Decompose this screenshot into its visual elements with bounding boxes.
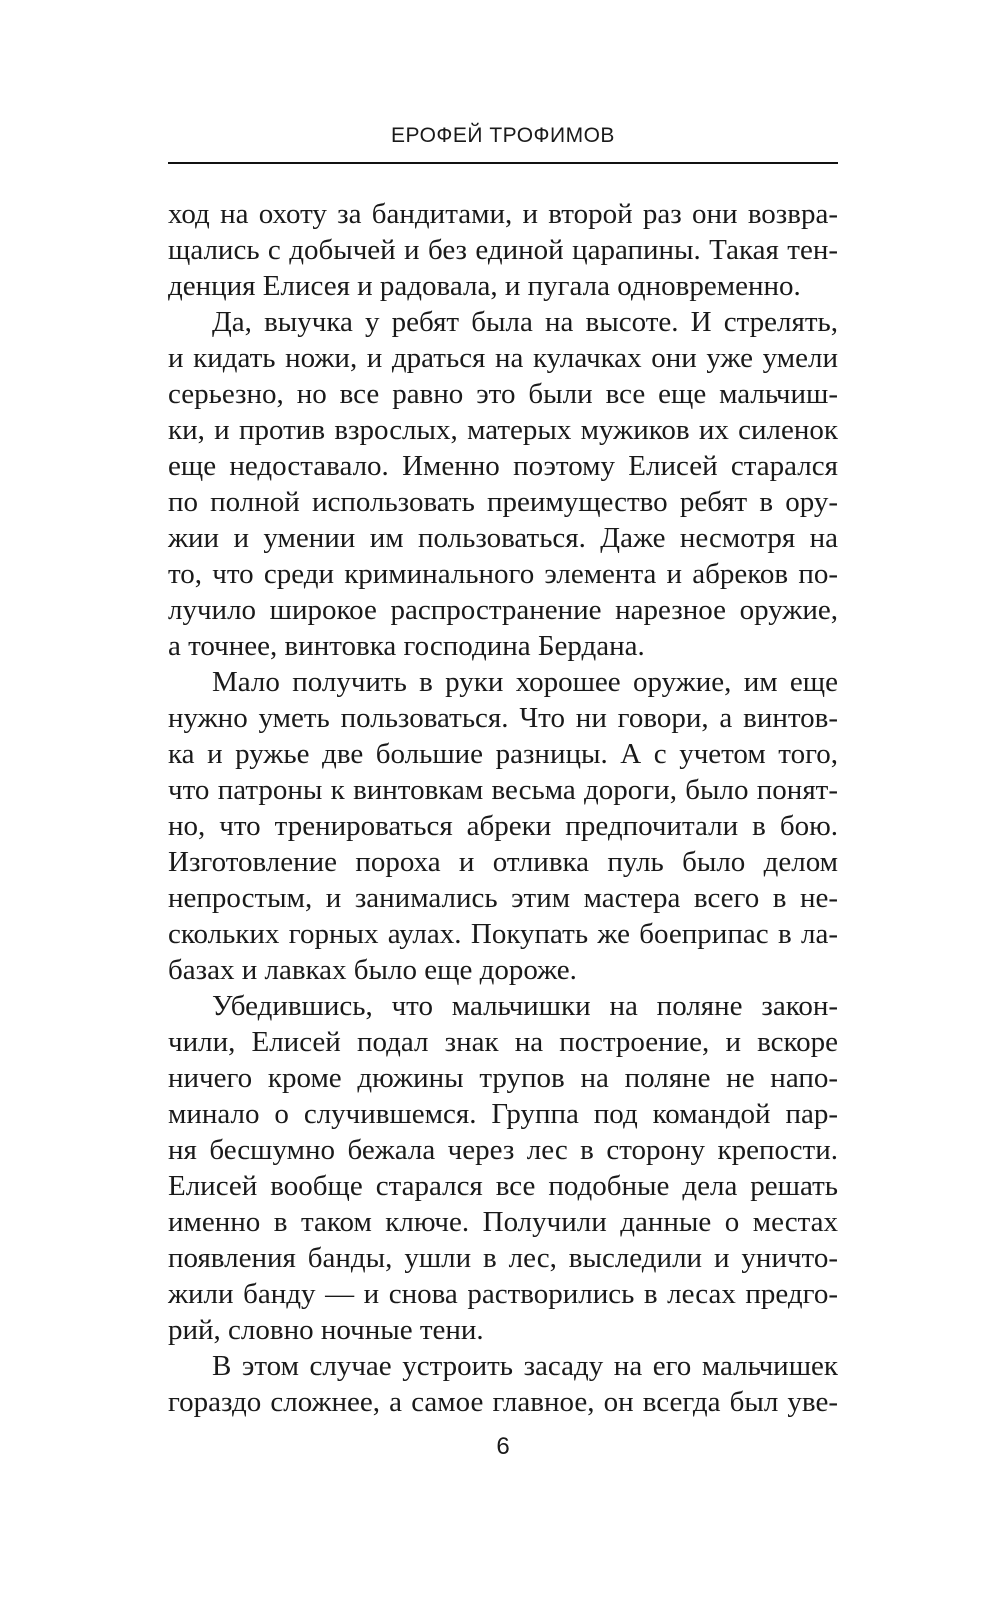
text-line: жили банду — и снова растворились в лесах предго- xyxy=(168,1278,838,1310)
text-line: а точнее, винтовка господина Бердана. xyxy=(168,630,645,662)
text-line: ня бесшумно бежала через лес в сторону крепости. xyxy=(168,1134,838,1166)
page-number: 6 xyxy=(496,1433,510,1460)
text-line: лучило широкое распространение нарезное оружие, xyxy=(168,594,838,626)
text-line: Изготовление пороха и отливка пуль было делом xyxy=(168,846,838,878)
text-line: появления банды, ушли в лес, выследили и уничто- xyxy=(168,1242,838,1274)
text-line: базах и лавках было еще дороже. xyxy=(168,954,577,986)
text-line: минало о случившемся. Группа под командой пар- xyxy=(168,1098,838,1130)
text-line: но, что тренироваться абреки предпочитали в бою. xyxy=(168,810,838,842)
text-line: ки, и против взрослых, матерых мужиков их силенок xyxy=(168,414,838,446)
text-line: ка и ружье две большие разницы. А с учетом того, xyxy=(168,738,838,770)
text-line: серьезно, но все равно это были все еще мальчиш- xyxy=(168,378,838,410)
text-line: то, что среди криминального элемента и абреков по- xyxy=(168,558,838,590)
text-line: по полной использовать преимущество ребят в ору- xyxy=(168,486,838,518)
text-line: В этом случае устроить засаду на его мальчишек xyxy=(212,1350,838,1382)
text-line: рий, словно ночные тени. xyxy=(168,1314,484,1346)
text-line: чили, Елисей подал знак на построение, и вскоре xyxy=(168,1026,838,1058)
text-line: Да, выучка у ребят была на высоте. И стрелять, xyxy=(212,306,838,338)
text-line: Елисей вообще старался все подобные дела решать xyxy=(168,1170,838,1202)
text-line: ничего кроме дюжины трупов на поляне не напо- xyxy=(168,1062,838,1094)
body-text xyxy=(168,196,838,1420)
text-line: гораздо сложнее, а самое главное, он всегда был уве- xyxy=(168,1386,838,1418)
text-line: Мало получить в руки хорошее оружие, им еще xyxy=(212,666,838,698)
text-line: еще недоставало. Именно поэтому Елисей старался xyxy=(168,450,838,482)
text-line: нужно уметь пользоваться. Что ни говори, а винтов- xyxy=(168,702,838,734)
text-line: жии и умении им пользоваться. Даже несмотря на xyxy=(168,522,838,554)
text-line: именно в таком ключе. Получили данные о местах xyxy=(168,1206,838,1238)
text-line: непростым, и занимались этим мастера всего в не- xyxy=(168,882,838,914)
text-line: денция Елисея и радовала, и пугала одновременно. xyxy=(168,270,801,302)
text-line: скольких горных аулах. Покупать же боеприпас в ла- xyxy=(168,918,838,950)
text-line: ход на охоту за бандитами, и второй раз они возвра- xyxy=(168,198,838,230)
text-line: что патроны к винтовкам весьма дороги, было понят- xyxy=(168,774,838,806)
text-line: и кидать ножи, и драться на кулачках они уже умели xyxy=(168,342,838,374)
text-line: щались с добычей и без единой царапины. Такая тен- xyxy=(168,234,838,266)
text-line: Убедившись, что мальчишки на поляне закон- xyxy=(212,990,838,1022)
header-rule xyxy=(168,162,838,164)
running-head: ЕРОФЕЙ ТРОФИМОВ xyxy=(391,124,615,147)
